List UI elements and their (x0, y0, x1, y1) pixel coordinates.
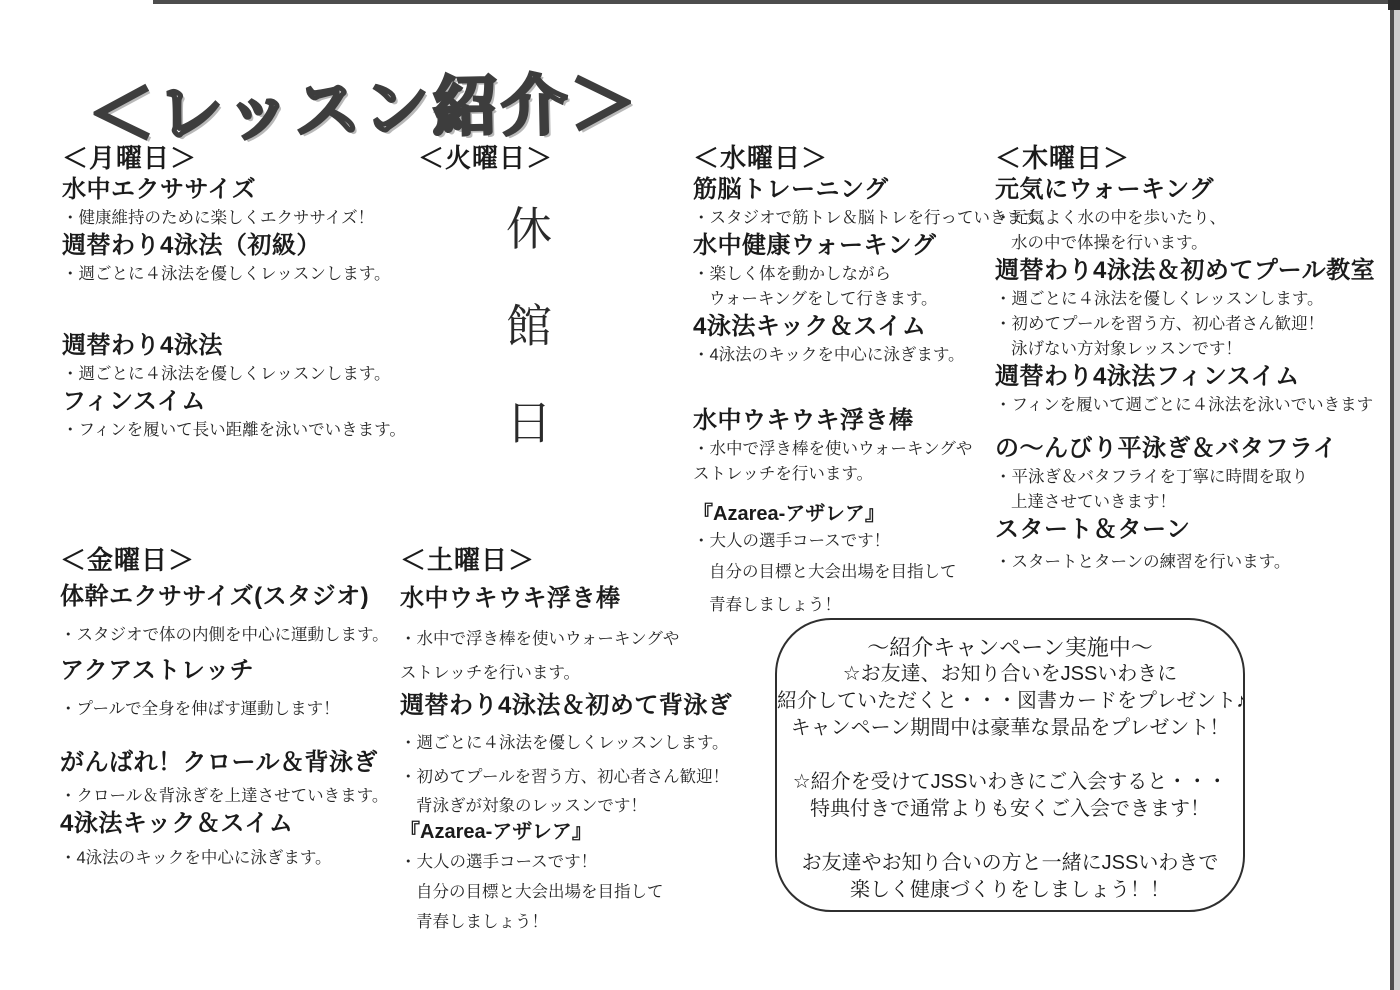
lesson-desc: ・水中で浮き棒を使いウォーキングや (400, 630, 680, 648)
series-title: 『Azarea-アザレア』 (693, 503, 885, 525)
lesson-title: 4泳法キック＆スイム (693, 313, 927, 340)
day-heading: ＜月曜日＞ (62, 143, 198, 173)
lesson-desc: ・週ごとに４泳法を優しくレッスンします。 (62, 265, 391, 283)
spacer (400, 845, 401, 848)
campaign-line: お友達やお知り合いの方と一緒にJSSいわきで (801, 852, 1219, 874)
lesson-desc-cont: 上達させていきます！ (1011, 493, 1176, 511)
lesson-desc: ・元気よく水の中を歩いたり、 (995, 209, 1226, 227)
spacer (60, 611, 61, 621)
lesson-title: 水中ウキウキ浮き棒 (693, 407, 914, 434)
spacer (693, 485, 694, 499)
lesson-title: がんばれ！クロール＆背泳ぎ (60, 749, 379, 776)
day-block-saturday (400, 545, 752, 933)
day-block-thursday (995, 143, 1391, 573)
day-items (418, 205, 658, 447)
spacer (693, 366, 694, 404)
spacer (60, 576, 61, 580)
spacer (400, 788, 401, 792)
spacer (400, 576, 401, 582)
lesson-desc: ・楽しく体を動かしながら (693, 265, 891, 283)
lesson-desc-cont: ストレッチを行います。 (400, 664, 581, 682)
lesson-desc: ・クロール＆背泳ぎを上達させていきます。 (60, 787, 389, 805)
lesson-desc: ・スタジオで筋トレ＆脳トレを行っていきます。 (693, 209, 1055, 227)
scan-edge-right-shade (1394, 0, 1400, 990)
spacer (400, 684, 401, 689)
day-heading: ＜火曜日＞ (418, 143, 554, 173)
spacer (400, 873, 401, 878)
lesson-desc-cont: 自分の目標と大会出場を目指して (416, 883, 664, 901)
lesson-desc: ・平泳ぎ＆バタフライを丁寧に時間を取り (995, 468, 1309, 486)
day-heading: ＜木曜日＞ (995, 143, 1131, 173)
lesson-desc: ・水中で浮き棒を使いウォーキングや (693, 440, 973, 458)
day-items (62, 175, 414, 441)
lesson-desc: ・大人の選手コースです！ (693, 532, 891, 550)
campaign-line: キャンペーン期間中は豪華な景品をプレゼント！ (790, 717, 1230, 739)
lesson-desc: ・プールで全身を伸ばす運動します！ (60, 700, 340, 718)
scan-edge-top (153, 0, 1400, 4)
spacer (400, 720, 401, 729)
lesson-desc: ・週ごとに４泳法を優しくレッスンします。 (995, 290, 1324, 308)
campaign-bubble (775, 618, 1245, 912)
spacer (62, 285, 63, 329)
spacer (995, 416, 996, 432)
lesson-title: フィンスイム (62, 388, 206, 415)
campaign-line: ☆紹介を受けてJSSいわきにご入会すると・・・ (792, 771, 1228, 793)
campaign-line: ☆お友達、お知り合いをJSSいわきに (842, 663, 1178, 685)
day-items (400, 576, 752, 933)
closed-day-char: 日 (506, 397, 552, 449)
spacer (400, 754, 401, 763)
lesson-desc: ・スタジオで体の内側を中心に運動します。 (60, 626, 389, 644)
scan-edge-corner (1388, 0, 1400, 10)
spacer (60, 646, 61, 654)
campaign-text (777, 634, 1247, 904)
lesson-desc-cont: 水の中で体操を行います。 (1011, 234, 1208, 252)
closed-day-char: 休 (506, 203, 552, 255)
lesson-title: 水中ウキウキ浮き棒 (400, 585, 621, 612)
campaign-line (777, 742, 1243, 769)
lesson-desc-cont: 自分の目標と大会出場を目指して (709, 563, 957, 581)
lesson-title: 水中健康ウォーキング (693, 232, 937, 259)
lesson-title: 週替わり4泳法 (62, 332, 223, 359)
day-heading: ＜金曜日＞ (60, 545, 196, 575)
lesson-title: 週替わり4泳法＆初めてプール教室 (995, 257, 1376, 284)
day-heading: ＜土曜日＞ (400, 545, 536, 575)
campaign-heading: 〜紹介キャンペーン実施中〜 (867, 635, 1153, 660)
lesson-desc-cont: ウォーキングをして行きます。 (709, 290, 938, 308)
series-title: 『Azarea-アザレア』 (400, 821, 592, 843)
lesson-title: 週替わり4泳法（初級） (62, 232, 321, 259)
lesson-title: 筋脳トレーニング (693, 176, 889, 203)
lesson-title: 週替わり4泳法＆初めて背泳ぎ (400, 692, 733, 719)
spacer (400, 613, 401, 625)
campaign-line: 特典付きで通常よりも安くご入会できます！ (810, 798, 1210, 820)
lesson-title: 水中エクササイズ (62, 176, 257, 203)
lesson-desc: ・週ごとに４泳法を優しくレッスンします。 (400, 734, 729, 752)
day-block-tuesday (418, 143, 658, 447)
campaign-line: 楽しく健康づくりをしましょう！！ (850, 879, 1170, 901)
day-block-monday (62, 143, 414, 441)
lesson-title: アクアストレッチ (60, 657, 255, 684)
spacer (60, 838, 61, 844)
spacer (995, 544, 996, 548)
lesson-title: スタート＆ターン (995, 516, 1191, 543)
lesson-desc: ・スタートとターンの練習を行います。 (995, 553, 1291, 571)
lesson-title: 元気にウォーキング (995, 176, 1214, 203)
lesson-desc: ・4泳法のキックを中心に泳ぎます。 (693, 346, 965, 364)
spacer (400, 650, 401, 659)
lesson-desc-cont: 背泳ぎが対象のレッスンです！ (416, 797, 647, 815)
lesson-desc-cont: 青春しましょう！ (709, 596, 841, 614)
lesson-desc: ・健康維持のために楽しくエクササイズ！ (62, 209, 375, 227)
lesson-desc: ・大人の選手コースです！ (400, 853, 598, 871)
lesson-desc: ・初めてプールを習う方、初心者さん歓迎！ (400, 768, 730, 786)
campaign-line (777, 823, 1243, 850)
campaign-line: 紹介していただくと・・・図書カードをプレゼント♪ (777, 690, 1247, 712)
day-block-friday (60, 545, 408, 869)
lesson-title: 4泳法キック＆スイム (60, 810, 294, 837)
lesson-desc-cont: 泳げない方対象レッスンです！ (1011, 340, 1242, 358)
lesson-desc-cont: 青春しましょう！ (416, 913, 548, 931)
spacer (400, 903, 401, 908)
closed-day-note (506, 205, 658, 447)
spacer (60, 720, 61, 746)
lesson-desc: ・週ごとに４泳法を優しくレッスンします。 (62, 365, 391, 383)
page-title: ＜レッスン紹介＞ (87, 66, 641, 152)
lesson-desc: ・4泳法のキックを中心に泳ぎます。 (60, 849, 332, 867)
spacer (60, 777, 61, 782)
closed-day-char: 館 (506, 300, 552, 352)
spacer (60, 685, 61, 695)
lesson-title: 体幹エクササイズ(スタジオ) (60, 583, 370, 610)
day-items (60, 576, 408, 869)
day-items (995, 175, 1391, 573)
lesson-desc-cont: ストレッチを行います。 (693, 465, 874, 483)
lesson-desc: ・初めてプールを習う方、初心者さん歓迎！ (995, 315, 1325, 333)
lesson-desc: ・フィンを履いて週ごとに４泳法を泳いでいきます (995, 396, 1374, 414)
lesson-title: の〜んびり平泳ぎ＆バタフライ (995, 435, 1338, 462)
lesson-desc: ・フィンを履いて長い距離を泳いでいきます。 (62, 421, 406, 439)
day-heading: ＜水曜日＞ (693, 143, 829, 173)
lesson-title: 週替わり4泳法フィンスイム (995, 363, 1300, 390)
